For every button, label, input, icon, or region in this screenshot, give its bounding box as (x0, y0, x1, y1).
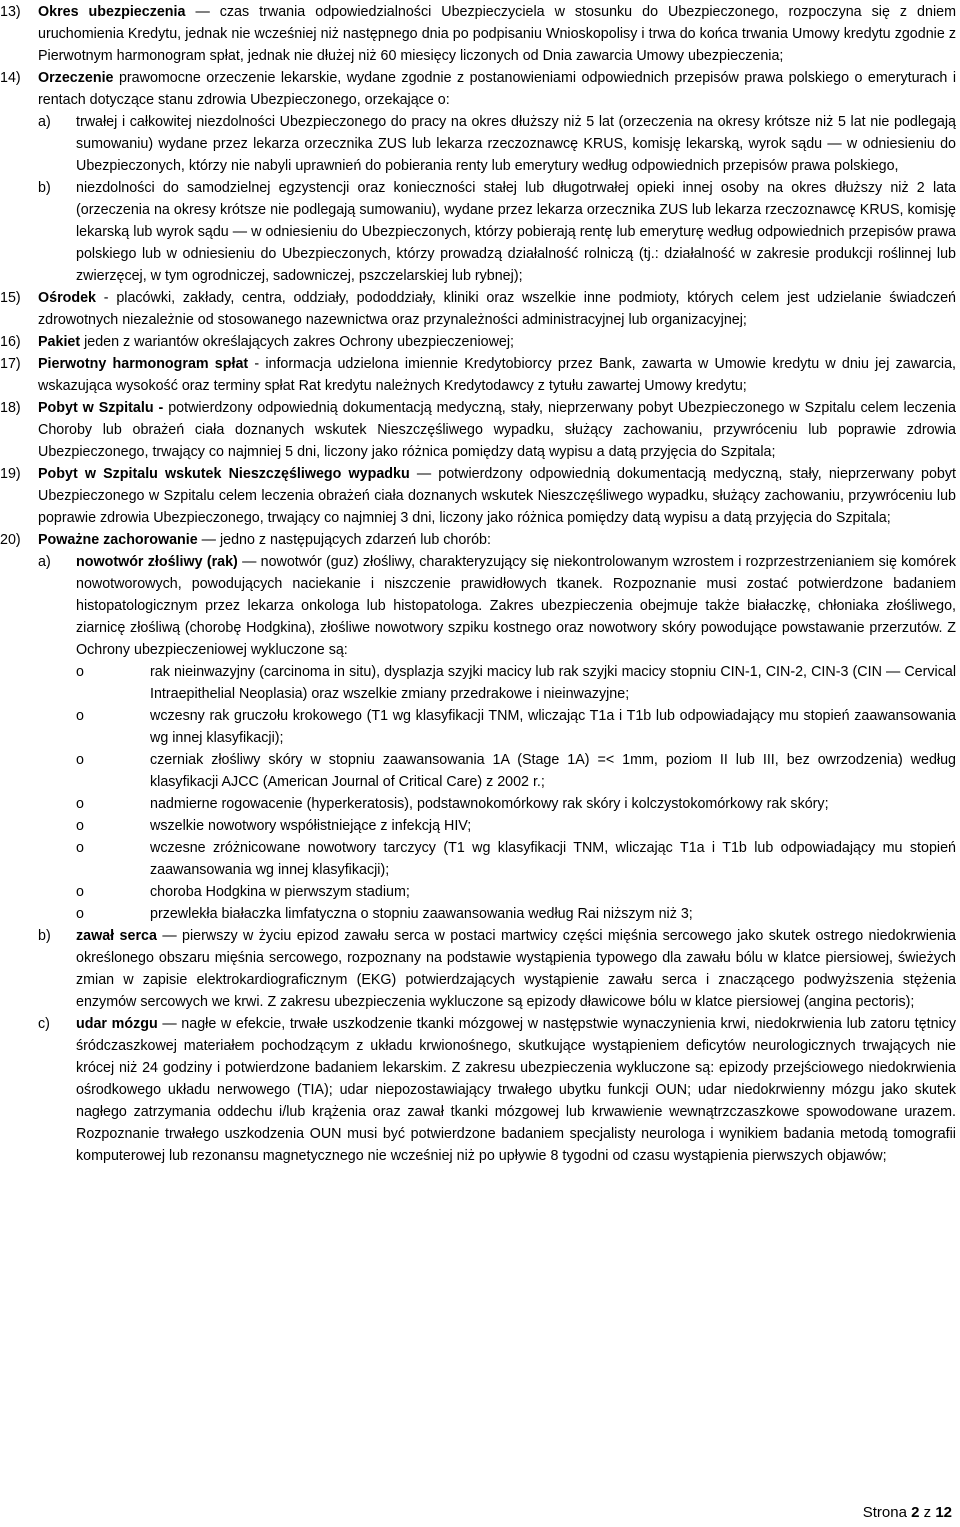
sub-item (38, 1013, 956, 1167)
definition-item (0, 67, 956, 111)
bullet-mark: o (76, 840, 84, 856)
bullet-mark: o (76, 708, 84, 724)
definition-number: 13) (0, 4, 21, 20)
exclusion-text: przewlekła białaczka limfatyczna o stopniu zaawansowania według Rai niższym niż 3; (150, 906, 693, 922)
definition-number: 18) (0, 400, 21, 416)
sub-item (38, 177, 956, 287)
exclusion-item (76, 749, 956, 793)
definition-item (0, 1, 956, 67)
definitions-list (0, 1, 956, 1167)
definition-text: — potwierdzony odpowiednią dokumentacją medyczną, stały, nieprzerwany pobyt Ubezpieczonego w Szpitalu celem leczenia obrażeń ciała doznanych wskutek Nieszczęśliwego wypadku, służący zachowaniu, przywróceniu lub poprawie zdrowia Ubezpieczonego, trwający co najmniej 3 dni, liczony jako różnica pomiędzy datą wypisu a datą przyjęcia do Szpitala; (38, 466, 956, 526)
definition-number: 15) (0, 290, 21, 306)
bullet-mark: o (76, 752, 84, 768)
sub-item-body (76, 925, 956, 1013)
definition-body (38, 529, 956, 551)
definition-item (0, 397, 956, 463)
bullet-mark: o (76, 664, 84, 680)
sub-item-letter: c) (38, 1016, 50, 1032)
definition-term: Okres ubezpieczenia (38, 4, 186, 20)
exclusion-text: czerniak złośliwy skóry w stopniu zaawansowania 1A (Stage 1A) =< 1mm, poziom II lub III, bez owrzodzenia) według klasyfikacji AJCC (American Journal of Critical Care) z 2002 r.; (150, 752, 956, 790)
definition-body (38, 287, 956, 331)
definition-item (0, 529, 956, 551)
definition-body (38, 331, 956, 353)
definition-text: — czas trwania odpowiedzialności Ubezpieczyciela w stosunku do Ubezpieczonego, rozpoczyna się z dniem uruchomienia Kredytu, jednak nie wcześniej niż następnego dnia po podpisaniu Wnioskopolisy i trwa do końca trwania Umowy kredytu zgodnie z Pierwotnym harmonogram spłat, jednak nie dłużej niż 60 miesięcy liczonych od Dnia zawarcia Umowy ubezpieczenia; (38, 4, 956, 64)
sub-item-text: — nowotwór (guz) złośliwy, charakteryzujący się niekontrolowanym wzrostem i rozprzestrzenianiem się komórek nowotworowych, powodujących naciekanie i niszczenie prawidłowych tkanek. Rozpoznanie musi zostać potwierdzone badaniem histopatologicznym przez lekarza onkologa lub histopatologa. Zakres ubezpieczenia obejmuje także białaczkę, chłoniaka złośliwego, ziarnicę złośliwą (chorobę Hodgkina), złośliwe nowotwory szpiku kostnego oraz nowotwory skóry powodujące powstawanie przerzutów. Z Ochrony ubezpieczeniowej wykluczone są: (76, 554, 956, 658)
definition-text: — jedno z następujących zdarzeń lub chorób: (197, 532, 491, 548)
bullet-mark: o (76, 884, 84, 900)
bullet-mark: o (76, 796, 84, 812)
bullet-mark: o (76, 906, 84, 922)
exclusion-text: wczesne zróżnicowane nowotwory tarczycy (T1 wg klasyfikacji TNM, wliczając T1a i T1b lub odpowiadający mu stopień zaawansowania wg innej klasyfikacji); (150, 840, 956, 878)
exclusion-item (76, 837, 956, 881)
definition-item (0, 331, 956, 353)
sub-item-text: niezdolności do samodzielnej egzystencji oraz konieczności stałej lub długotrwałej opieki innej osoby na okres dłuższy niż 2 lata (orzeczenia na okresy krótsze nie podlegają sumowaniu), wydane przez lekarza orzecznika ZUS lub lekarza rzeczoznawcę KRUS, komisję lekarską lub wyrok sądu — w odniesieniu do Ubezpieczonych, którzy pobierają rentę lub emeryturę według odpowiednich przepisów prawa polskiego lub w odniesieniu do Ubezpieczonych, którzy prowadzą działalność rolniczą (tj.: działalność w zakresie produkcji roślinnej lub zwierzęcej, w tym ogrodniczej, sadowniczej, pszczelarskiej lub rybnej); (76, 180, 956, 284)
exclusion-text: wszelkie nowotwory współistniejące z infekcją HIV; (150, 818, 472, 834)
sub-item-text: — nagłe w efekcie, trwałe uszkodzenie tkanki mózgowej w następstwie wynaczynienia krwi, niedokrwienia lub zatoru tętnicy śródczaszkowej materiałem pochodzącym z układu krwionośnego, skutkujące wystąpieniem deficytów neurologicznych trwających nie krócej niż 24 godziny i potwierdzone badaniem lekarskim. Z zakresu ubezpieczenia wykluczone są: epizody przejściowego niedokrwienia ośrodkowego układu nerwowego (TIA); udar niepozostawiający trwałego ubytku funkcji OUN; udar niedokrwienny mózgu jako skutek nagłego zatrzymania oddechu i/lub krążenia oraz zawał tkanki mózgowej lub krwawienie wewnątrzczaszkowe spowodowane urazem. Rozpoznanie trwałego uszkodzenia OUN musi być potwierdzone badaniem specjalisty neurologa i wynikiem badania metodą tomografii komputerowej lub rezonansu magnetycznego nie wcześniej niż po upływie 8 tygodni od czasu wystąpienia pierwszych objawów; (76, 1016, 957, 1164)
page-footer (863, 1503, 952, 1523)
sub-item-letter: a) (38, 114, 51, 130)
bullet-mark: o (76, 818, 84, 834)
exclusion-item (76, 881, 956, 903)
exclusion-item (76, 793, 956, 815)
definition-term: Pierwotny harmonogram spłat (38, 356, 249, 372)
definition-text: prawomocne orzeczenie lekarskie, wydane zgodnie z postanowieniami odpowiednich przepisów prawa polskiego o emeryturach i rentach dotyczące stanu zdrowia Ubezpieczonego, orzekające o: (38, 70, 956, 108)
sub-item-body (76, 1013, 956, 1167)
sub-item-letter: a) (38, 554, 51, 570)
sub-item (38, 551, 956, 661)
sub-item-body (76, 177, 956, 287)
definition-item (0, 287, 956, 331)
sub-item-text: trwałej i całkowitej niezdolności Ubezpieczonego do pracy na okres dłuższy niż 5 lat (orzeczenia na okresy krótsze niż 5 lat nie podlegają sumowaniu) wydane przez lekarza orzecznika ZUS lub lekarza rzeczoznawcę KRUS, komisję lekarską, wyrok sądu — w odniesieniu do Ubezpieczonych, którzy nie nabyli uprawnień do pobierania renty lub emerytury według odpowiednich przepisów prawa polskiego, (76, 114, 956, 174)
definition-text: jeden z wariantów określających zakres Ochrony ubezpieczeniowej; (80, 334, 515, 350)
exclusion-item (76, 815, 956, 837)
definition-item (0, 463, 956, 529)
sub-item (38, 925, 956, 1013)
exclusion-text: nadmierne rogowacenie (hyperkeratosis), podstawnokomórkowy rak skóry i kolczystokomórkowy rak skóry; (150, 796, 829, 812)
definition-body (38, 353, 956, 397)
exclusion-item (76, 705, 956, 749)
definition-number: 20) (0, 532, 21, 548)
definition-body (38, 463, 956, 529)
footer-current-page: 2 (911, 1504, 920, 1521)
footer-total-pages: 12 (935, 1504, 952, 1521)
exclusion-text: wczesny rak gruczołu krokowego (T1 wg klasyfikacji TNM, wliczając T1a i T1b lub odpowiadający mu stopień zaawansowania wg innej klasyfikacji); (150, 708, 956, 746)
definition-term: Pakiet (38, 334, 81, 350)
definition-term: Poważne zachorowanie (38, 532, 198, 548)
definition-number: 14) (0, 70, 21, 86)
definition-text: - informacja udzielona imiennie Kredytobiorcy przez Bank, zawarta w Umowie kredytu w dniu jej zawarcia, wskazująca wysokość oraz terminy spłat Rat kredytu należnych Kredytodawcy z tytułu zawartej Umowy kredytu; (38, 356, 956, 394)
definition-number: 17) (0, 356, 21, 372)
sub-item-body (76, 111, 956, 177)
sub-item-letter: b) (38, 928, 51, 944)
sub-item-term: udar mózgu (76, 1016, 158, 1032)
sub-item-letter: b) (38, 180, 51, 196)
sub-item-text: — pierwszy w życiu epizod zawału serca w postaci martwicy części mięśnia sercowego jako skutek ostrego niedokrwienia określonego obszaru mięśnia sercowego, rozpoznany na podstawie wystąpienia typowego dla zawału bólu w klatce piersiowej, świeżych zmian w zapisie elektrokardiograficznym (EKG) potwierdzających wystąpienie zawału serca i znaczącego podwyższenia stężenia enzymów sercowych we krwi. Z zakresu ubezpieczenia wykluczone są epizody dławicowe bólu w klatce piersiowej (angina pectoris); (76, 928, 956, 1010)
definition-body (38, 67, 956, 111)
definition-term: Orzeczenie (38, 70, 114, 86)
definition-body (38, 1, 956, 67)
definition-body (38, 397, 956, 463)
exclusion-item (76, 903, 956, 925)
definition-term: Pobyt w Szpitalu - (38, 400, 164, 416)
exclusion-text: choroba Hodgkina w pierwszym stadium; (150, 884, 410, 900)
definition-text: - placówki, zakłady, centra, oddziały, pododdziały, kliniki oraz wszelkie inne podmioty, których celem jest udzielanie świadczeń zdrowotnych niezależnie od stosowanego nazewnictwa oraz przynależności administracyjnej lub organizacyjnej; (38, 290, 956, 328)
definition-term: Ośrodek (38, 290, 97, 306)
exclusion-item (76, 661, 956, 705)
definition-item (0, 353, 956, 397)
definition-number: 16) (0, 334, 21, 350)
definition-text: potwierdzony odpowiednią dokumentacją medyczną, stały, nieprzerwany pobyt Ubezpieczonego w Szpitalu celem leczenia Choroby lub obrażeń ciała doznanych wskutek Nieszczęśliwego wypadku, służący zachowaniu, przywróceniu lub poprawie zdrowia Ubezpieczonego, trwający co najmniej 5 dni, liczony jako różnica pomiędzy datą wypisu a datą przyjęcia do Szpitala; (38, 400, 957, 460)
sub-item-body (76, 551, 956, 661)
definition-number: 19) (0, 466, 21, 482)
exclusion-text: rak nieinwazyjny (carcinoma in situ), dysplazja szyjki macicy lub rak szyjki macicy stopniu CIN-1, CIN-2, CIN-3 (CIN — Cervical Intraepithelial Neoplasia) oraz wszelkie zmiany przedrakowe i nieinwazyjne; (150, 664, 956, 702)
footer-prefix: Strona (862, 1504, 912, 1521)
sub-item (38, 111, 956, 177)
footer-middle: z (919, 1504, 936, 1521)
sub-item-term: nowotwór złośliwy (rak) (76, 554, 238, 570)
definition-term: Pobyt w Szpitalu wskutek Nieszczęśliwego wypadku (38, 466, 410, 482)
sub-item-term: zawał serca (76, 928, 157, 944)
